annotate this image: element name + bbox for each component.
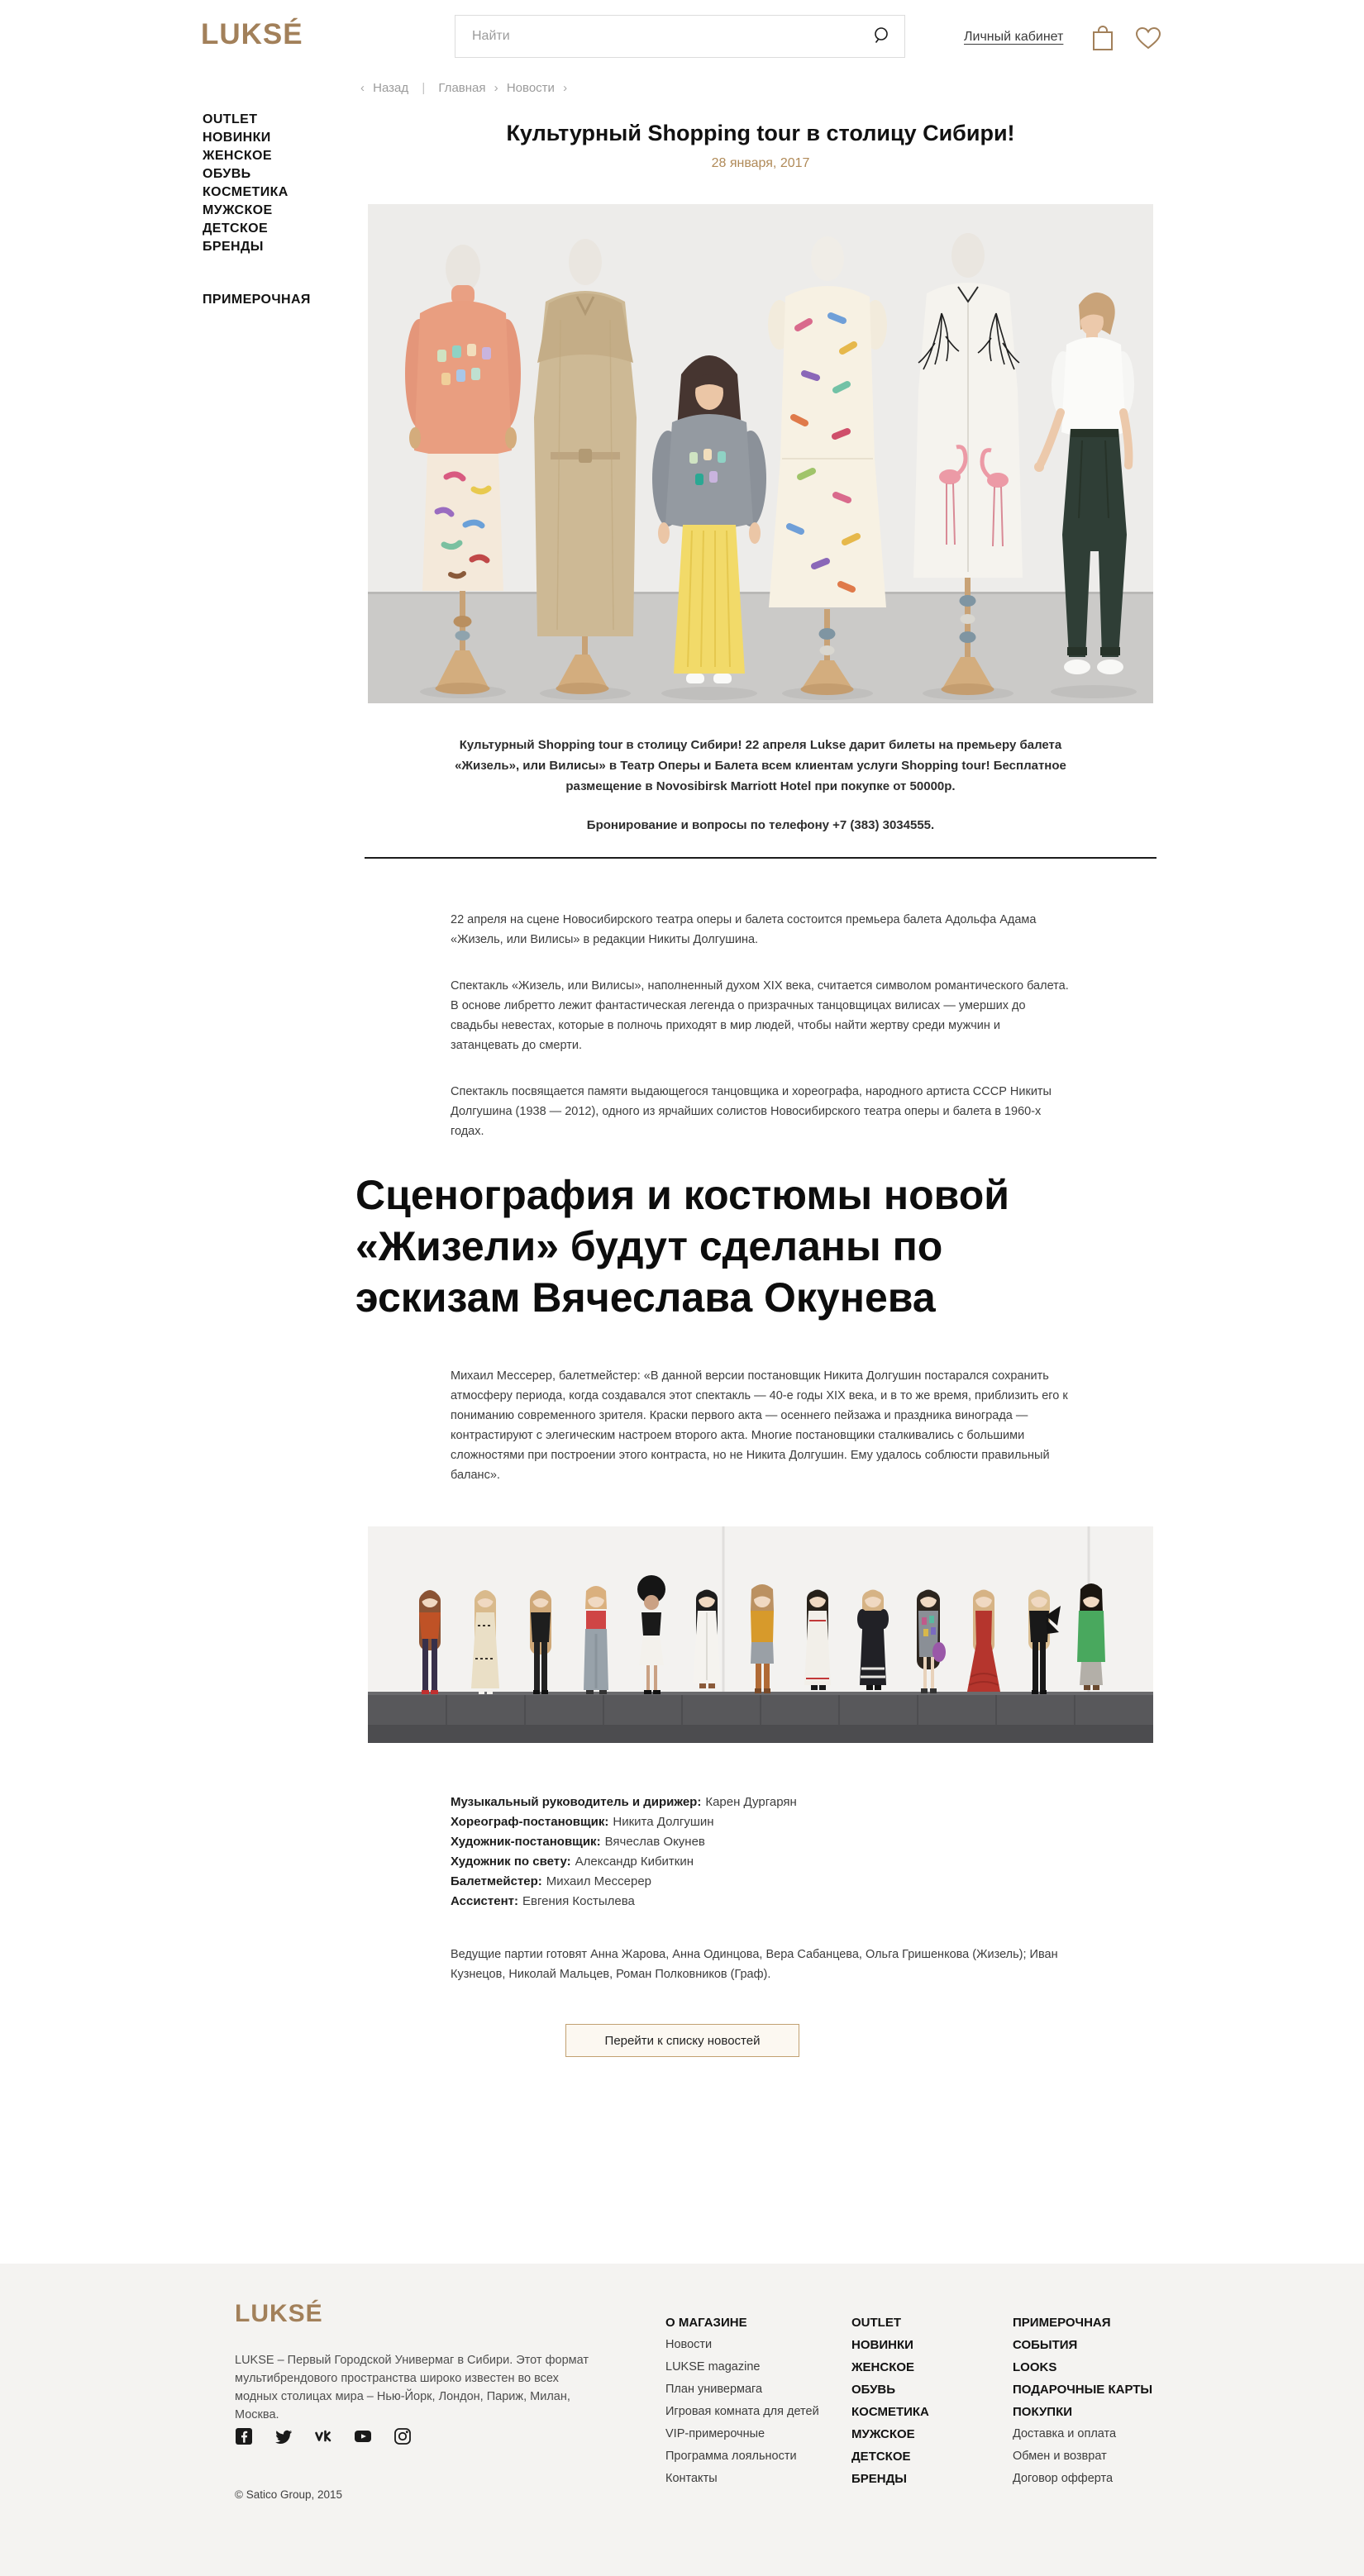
credit-value: Вячеслав Окунев — [604, 1835, 705, 1849]
sidebar-item-zhenskoe[interactable]: ЖЕНСКОЕ — [203, 149, 272, 163]
credit-value: Михаил Мессерер — [546, 1874, 652, 1888]
credit-row — [451, 1832, 1079, 1852]
sidebar-item-detskoe[interactable]: ДЕТСКОЕ — [203, 221, 269, 236]
credits-list — [451, 1793, 1079, 1912]
footer-link-primerochnaya[interactable]: ПРИМЕРОЧНАЯ — [1013, 2316, 1111, 2330]
article-quote: Михаил Мессерер, балетмейстер: «В данной версии постановщик Никита Долгушин постарался сохранить атмосферу периода, когда создавался этот спектакль — 40-е годы XIX века, и в то же время, приблизить его к пониманию современного зрителя. Краски первого акта — осеннего пейзажа и праздника винограда — контрастируют с элегическим настроем второго акта. Многие постановщики сталкивались с большими сложностями при построении этого контраста, но не Никита Долгушин. Ему удалось соблюсти правильный баланс». — [451, 1369, 1068, 1482]
sidebar-item-novinki[interactable]: НОВИНКИ — [203, 131, 271, 145]
dolls-image — [368, 1526, 1153, 1743]
sidebar-gap — [203, 256, 360, 291]
divider — [365, 857, 1157, 859]
breadcrumb-home[interactable]: Главная — [438, 81, 486, 95]
footer-social-icons — [235, 2427, 412, 2445]
credit-label: Музыкальный руководитель и дирижер: — [451, 1795, 702, 1809]
vk-icon[interactable] — [314, 2427, 332, 2445]
credit-label: Ассистент: — [451, 1894, 518, 1908]
footer-link-gift-cards[interactable]: ПОДАРОЧНЫЕ КАРТЫ — [1013, 2383, 1153, 2397]
footer-link-store-plan[interactable]: План универмага — [665, 2383, 763, 2396]
credit-label: Художник-постановщик: — [451, 1835, 601, 1849]
hero-image-mannequins — [368, 204, 1153, 703]
sidebar-nav — [203, 111, 360, 309]
header — [0, 0, 1364, 74]
search-bar — [455, 15, 905, 58]
footer-link-looks[interactable]: LOOKS — [1013, 2360, 1057, 2374]
sidebar-item-kosmetika[interactable]: КОСМЕТИКА — [203, 185, 289, 199]
footer-link-loyalty[interactable]: Программа лояльности — [665, 2450, 797, 2463]
breadcrumb-news[interactable]: Новости — [506, 81, 555, 95]
credit-row — [451, 1793, 1079, 1812]
article-phone-line: Бронирование и вопросы по телефону +7 (383) 3034555. — [586, 818, 935, 832]
footer-link-detskoe[interactable]: ДЕТСКОЕ — [851, 2450, 911, 2464]
breadcrumb-separator: | — [422, 81, 426, 95]
footer-link-vip[interactable]: VIP-примерочные — [665, 2427, 765, 2440]
footer-link-novinki[interactable]: НОВИНКИ — [851, 2338, 913, 2352]
article-paragraph: 22 апреля на сцене Новосибирского театра оперы и балета состоится премьера балета Адольфа Адама «Жизель, или Вилисы» в редакции Никиты Долгушина. — [451, 913, 1037, 946]
search-button[interactable] — [860, 16, 904, 57]
facebook-icon[interactable] — [235, 2427, 253, 2445]
breadcrumb-back[interactable]: Назад — [373, 81, 409, 95]
footer-link-muzhskoe[interactable]: МУЖСКОЕ — [851, 2427, 915, 2441]
chevron-right-icon: › — [563, 81, 568, 95]
page-title: Культурный Shopping tour в столицу Сибири! — [506, 121, 1015, 145]
footer-link-delivery[interactable]: Доставка и оплата — [1013, 2427, 1117, 2440]
footer-link-kosmetika[interactable]: КОСМЕТИКА — [851, 2405, 929, 2419]
sidebar-item-obuv[interactable]: ОБУВЬ — [203, 167, 251, 181]
search-icon — [872, 26, 892, 48]
footer-col-catalog — [851, 2312, 929, 2490]
article — [355, 121, 1153, 2264]
footer-link-brendy[interactable]: БРЕНДЫ — [851, 2472, 907, 2486]
wishlist-heart-icon[interactable] — [1134, 26, 1162, 55]
footer-link-events[interactable]: СОБЫТИЯ — [1013, 2338, 1078, 2352]
credit-row — [451, 1852, 1079, 1872]
credit-label: Художник по свету: — [451, 1855, 571, 1869]
breadcrumb — [355, 74, 1364, 98]
cast-paragraph: Ведущие партии готовят Анна Жарова, Анна Одинцова, Вера Сабанцева, Ольга Гришенкова (Жизель); Иван Кузнецов, Николай Мальцев, Роман Полковников (Граф). — [451, 1948, 1058, 1981]
site-logo[interactable]: LUKSÉ — [201, 18, 303, 50]
footer-link-obuv[interactable]: ОБУВЬ — [851, 2383, 896, 2397]
footer-link-magazine[interactable]: LUKSE magazine — [665, 2360, 761, 2374]
sidebar-item-muzhskoe[interactable]: МУЖСКОЕ — [203, 203, 273, 217]
sidebar-item-brendy[interactable]: БРЕНДЫ — [203, 240, 264, 254]
article-lead: Культурный Shopping tour в столицу Сибири! 22 апреля Lukse дарит билеты на премьеру балета «Жизель», или Вилисы» в Театр Оперы и Балета всем клиентам услуги Shopping tour! Бесплатное размещение в Novosibirsk Marriott Hotel при покупке от 50000р. — [455, 738, 1066, 793]
footer-logo[interactable]: LUKSÉ — [235, 2300, 323, 2327]
footer-link-news[interactable]: Новости — [665, 2338, 713, 2351]
footer-link-zhenskoe[interactable]: ЖЕНСКОЕ — [851, 2360, 915, 2374]
credit-row — [451, 1892, 1079, 1912]
footer-link-contacts[interactable]: Контакты — [665, 2472, 718, 2485]
credit-value: Евгения Костылева — [522, 1894, 635, 1908]
credit-label: Балетмейстер: — [451, 1874, 542, 1888]
footer-link-outlet[interactable]: OUTLET — [851, 2316, 901, 2330]
sidebar-item-primerochnaya[interactable]: ПРИМЕРОЧНАЯ — [203, 293, 311, 307]
article-paragraph: Спектакль «Жизель, или Вилисы», наполненный духом XIX века, считается символом романтического балета. В основе либретто лежит фантастическая легенда о призрачных танцовщицах вилисах — умерших до свадьбы невестах, которые в полночь приходят в мир людей, чтобы найти жертву среди мужчин и затанцевать до смерти. — [451, 979, 1069, 1052]
account-link[interactable]: Личный кабинет — [964, 30, 1064, 44]
footer-link-returns[interactable]: Обмен и возврат — [1013, 2450, 1107, 2463]
instagram-icon[interactable] — [393, 2427, 412, 2445]
chevron-right-icon: › — [494, 81, 498, 95]
article-date: 28 января, 2017 — [711, 156, 810, 170]
footer-link-purchases[interactable]: ПОКУПКИ — [1013, 2405, 1073, 2419]
credit-value: Карен Дургарян — [705, 1795, 797, 1809]
credit-value: Александр Кибиткин — [575, 1855, 694, 1869]
cart-bag-icon[interactable] — [1090, 23, 1116, 57]
credit-row — [451, 1872, 1079, 1892]
footer-col-about — [665, 2312, 831, 2490]
footer — [0, 2264, 1364, 2576]
article-subheading: Сценография и костюмы новой «Жизели» будут сделаны по эскизам Вячеслава Окунева — [355, 1172, 1010, 1321]
footer-link-kids-room[interactable]: Игровая комната для детей — [665, 2405, 819, 2418]
article-paragraph: Спектакль посвящается памяти выдающегося танцовщика и хореографа, народного артиста СССР Никиты Долгушина (1938 — 2012), одного из ярчайших солистов Новосибирского театра оперы и балета в 1960-х годах. — [451, 1085, 1052, 1138]
credit-label: Хореограф-постановщик: — [451, 1815, 609, 1829]
footer-col-services — [1013, 2312, 1195, 2490]
footer-link-offer[interactable]: Договор офферта — [1013, 2472, 1114, 2485]
sidebar-item-outlet[interactable]: OUTLET — [203, 112, 258, 126]
credit-value: Никита Долгушин — [613, 1815, 714, 1829]
youtube-icon[interactable] — [354, 2427, 372, 2445]
spacer — [368, 2057, 1153, 2264]
footer-copyright: © Satico Group, 2015 — [235, 2488, 343, 2501]
footer-col-header: О МАГАЗИНЕ — [665, 2316, 747, 2330]
twitter-icon[interactable] — [274, 2427, 293, 2445]
news-list-button[interactable]: Перейти к списку новостей — [565, 2024, 799, 2057]
credit-row — [451, 1812, 1079, 1832]
back-chevron-icon: ‹ — [360, 81, 365, 95]
search-input[interactable] — [455, 16, 860, 57]
footer-description: LUKSE – Первый Городской Универмаг в Сибири. Этот формат мультибрендового пространства широко известен во всех модных столицах мира – Нью-Йорк, Лондон, Париж, Милан, Москва. — [235, 2354, 589, 2421]
main-area — [0, 74, 1364, 2264]
